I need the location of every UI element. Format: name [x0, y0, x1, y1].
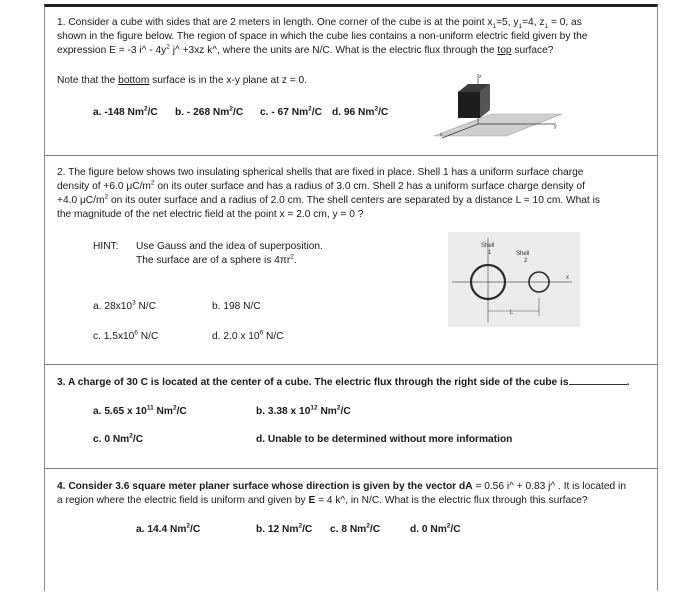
shells-figure [448, 232, 580, 327]
shell1-label: Shell [481, 243, 495, 249]
q4-line1: 4. Consider 3.6 square meter planer surface whose direction is given by the vector dA = 0.56 i^ + 0.83 j^ . It is located in [57, 481, 626, 492]
q1-line1: 1. Consider a cube with sides that are 2 meters in length. One corner of the cube is at the point $x_1=5$, $y_1=4$, $z_1 = 0$, as [57, 17, 582, 31]
q2-hint-area: The surface are of a sphere is $4\pi r^2$. [136, 253, 297, 266]
z-label: z [479, 74, 482, 80]
q1-note: Note that the bottom surface is in the x-y plane at z = 0. [57, 75, 308, 86]
shell2-label: Shell [516, 251, 530, 257]
q2-hint-text: Use Gauss and the idea of superposition. [136, 241, 323, 252]
q3-choice-a[interactable]: a. 5.65 x $10^{11}$ Nm$^2$/C [93, 404, 187, 417]
q4-choice-c[interactable]: c. 8 Nm$^2$/C [330, 522, 381, 535]
q4-line2: a region where the electric field is uniform and given by E = 4 k^, in N/C. What is the electric flux through this surface? [57, 495, 588, 506]
q2-line4: the magnitude of the net electric field at the point x = 2.0 cm, y = 0 ? [57, 209, 364, 220]
q1-choice-a[interactable]: a. -148 Nm$^2$/C [93, 105, 158, 118]
q2-hint-label: HINT: [93, 241, 119, 252]
cube-figure [428, 70, 563, 142]
shell2-num: 2 [524, 258, 528, 264]
divider-3 [44, 468, 657, 469]
q2-choice-a[interactable]: a. $28x10^3$ N/C [93, 299, 157, 312]
q3-choice-c[interactable]: c. 0 Nm$^2$/C [93, 432, 144, 445]
q2-choice-d[interactable]: d. 2.0 x $10^6$ N/C [212, 329, 284, 342]
L-label: L [510, 310, 514, 316]
q4-choice-b[interactable]: b. 12 Nm$^2$/C [256, 522, 313, 535]
q1-choice-c[interactable]: c. - 67 Nm$^2$/C [260, 105, 322, 118]
x-label: x [440, 132, 443, 138]
xy-plane [434, 114, 562, 136]
q3-text: 3. A charge of 30 C is located at the center of a cube. The electric flux through the right side of the cube is . [57, 377, 630, 388]
q3-choice-d[interactable]: d. Unable to be determined without more information [256, 434, 513, 445]
q2-choice-c[interactable]: c. $1.5x10^6$ N/C [93, 329, 159, 342]
q1-choice-b[interactable]: b. - 268 Nm$^2$/C [175, 105, 244, 118]
q4-choice-a[interactable]: a. 14.4 Nm$^2$/C [136, 522, 201, 535]
divider-2 [44, 364, 657, 365]
q4-choice-d[interactable]: d. 0 Nm$^2$/C [410, 522, 461, 535]
q2-choice-b[interactable]: b. 198 N/C [212, 301, 261, 312]
shells-x-label: x [566, 275, 569, 281]
q2-line2: density of +6.0 $\mu C/m^2$ on its outer surface and has a radius of 3.0 cm. Shell 2 has a uniform surface charge density of [57, 179, 585, 192]
q1-choice-d[interactable]: d. 96 Nm$^2$/C [332, 105, 389, 118]
q1-line3: expression E = -3 i^ - $4y^2$ j^ +3xz k^, where the units are N/C. What is the electric flux through the top surface? [57, 43, 554, 56]
q2-line1: 2. The figure below shows two insulating spherical shells that are fixed in place. Shell 1 has a uniform surface charge [57, 167, 584, 178]
divider-1 [44, 155, 657, 156]
cube-front [458, 92, 480, 118]
shell1-num: 1 [488, 250, 492, 256]
q3-choice-b[interactable]: b. 3.38 x $10^{12}$ Nm$^2$/C [256, 404, 351, 417]
y-label: y [554, 124, 557, 130]
q2-line3: +4.0 $\mu C/m^2$ on its outer surface and a radius of 2.0 cm. The shell centers are separated by a distance L = 10 cm. What is [57, 193, 600, 206]
q1-line2: shown in the figure below. The region of space in which the cube lies contains a non-uniform electric field given by the [57, 31, 588, 42]
